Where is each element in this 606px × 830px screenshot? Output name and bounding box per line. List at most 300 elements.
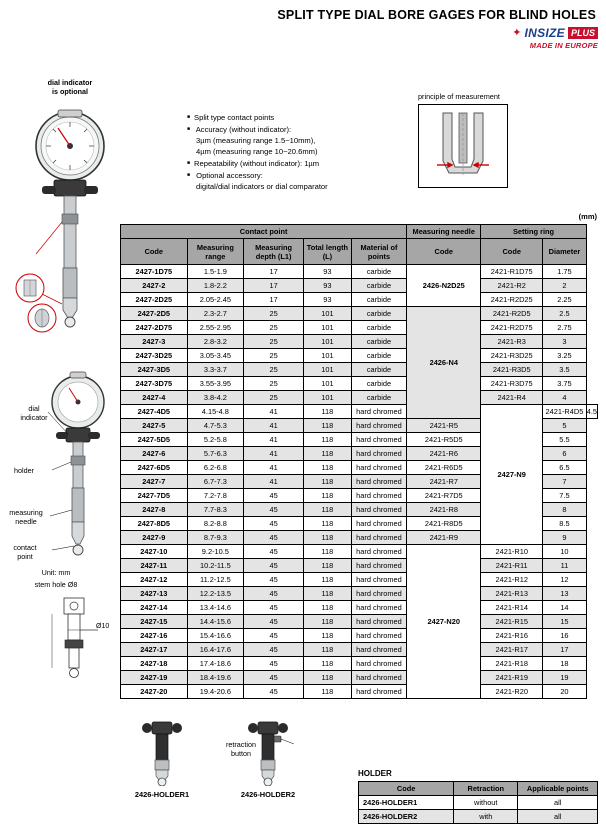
cell-applicable-points: all — [518, 796, 598, 810]
cell-code: 2427-14 — [121, 601, 188, 615]
cell-diameter: 16 — [543, 629, 587, 643]
cell-ring-code: 2421-R5D5 — [407, 433, 481, 447]
cell-total-length: 101 — [304, 307, 352, 321]
table-row — [121, 601, 598, 615]
cell-diameter: 18 — [543, 657, 587, 671]
cell-needle-code: 2427-N9 — [481, 405, 543, 545]
cell-needle-code: 2426-N4 — [407, 307, 481, 419]
cell-material: hard chromed — [351, 405, 406, 419]
cell-measuring-range: 8.7-9.3 — [187, 531, 243, 545]
cell-total-length: 118 — [304, 643, 352, 657]
cell-total-length: 118 — [304, 419, 352, 433]
cell-material: hard chromed — [351, 629, 406, 643]
cell-material: hard chromed — [351, 461, 406, 475]
cell-measuring-range: 3.8-4.2 — [187, 391, 243, 405]
cell-diameter: 3 — [543, 335, 587, 349]
cell-measuring-range: 18.4-19.6 — [187, 671, 243, 685]
cell-total-length: 118 — [304, 629, 352, 643]
cell-total-length: 118 — [304, 685, 352, 699]
table-row — [121, 391, 598, 405]
cell-material: hard chromed — [351, 433, 406, 447]
cell-code: 2427-2D25 — [121, 293, 188, 307]
cell-measuring-range: 4.15-4.8 — [187, 405, 243, 419]
table-row — [121, 587, 598, 601]
cell-measuring-depth: 17 — [244, 293, 304, 307]
cell-diameter: 10 — [543, 545, 587, 559]
cell-code: 2427-8 — [121, 503, 188, 517]
cell-measuring-depth: 45 — [244, 657, 304, 671]
cell-code: 2427-5D5 — [121, 433, 188, 447]
col-header-diameter: Diameter — [543, 239, 587, 265]
cell-ring-code: 2421-R16 — [481, 629, 543, 643]
cell-material: hard chromed — [351, 657, 406, 671]
cell-material: hard chromed — [351, 671, 406, 685]
cell-total-length: 101 — [304, 363, 352, 377]
cell-material: carbide — [351, 293, 406, 307]
cell-measuring-depth: 45 — [244, 643, 304, 657]
cell-total-length: 93 — [304, 279, 352, 293]
cell-code: 2427-6 — [121, 447, 188, 461]
specification-table — [120, 224, 598, 699]
cell-measuring-range: 2.05-2.45 — [187, 293, 243, 307]
cell-measuring-range: 10.2-11.5 — [187, 559, 243, 573]
cell-diameter: 2.25 — [543, 293, 587, 307]
holder-table — [358, 781, 598, 824]
table-row — [121, 279, 598, 293]
page-title: SPLIT TYPE DIAL BORE GAGES FOR BLIND HOLES — [277, 8, 596, 22]
cell-code: 2427-5 — [121, 419, 188, 433]
cell-measuring-depth: 45 — [244, 601, 304, 615]
cell-code: 2427-12 — [121, 573, 188, 587]
cell-measuring-depth: 41 — [244, 461, 304, 475]
feature-accuracy: Accuracy (without indicator): — [195, 125, 292, 134]
table-row — [121, 629, 598, 643]
list-item — [196, 124, 400, 157]
cell-total-length: 118 — [304, 461, 352, 475]
cell-ring-code: 2421-R4 — [481, 391, 543, 405]
cell-diameter: 15 — [543, 615, 587, 629]
cell-measuring-depth: 45 — [244, 573, 304, 587]
cell-ring-code: 2421-R1D75 — [481, 265, 543, 279]
cell-total-length: 93 — [304, 265, 352, 279]
col-header-code: Code — [121, 239, 188, 265]
cell-measuring-depth: 25 — [244, 335, 304, 349]
cell-code: 2427-2 — [121, 279, 188, 293]
cell-ring-code: 2421-R11 — [481, 559, 543, 573]
cell-material: hard chromed — [351, 419, 406, 433]
cell-measuring-range: 7.2-7.8 — [187, 489, 243, 503]
cell-diameter: 12 — [543, 573, 587, 587]
cell-code: 2427-9 — [121, 531, 188, 545]
cell-material: carbide — [351, 321, 406, 335]
cell-material: hard chromed — [351, 503, 406, 517]
cell-diameter: 8.5 — [543, 517, 587, 531]
col-header-needle-code: Code — [407, 239, 481, 265]
brand-tagline: MADE IN EUROPE — [529, 41, 598, 50]
cell-total-length: 118 — [304, 545, 352, 559]
cell-ring-code: 2421-R3D5 — [481, 363, 543, 377]
cell-material: carbide — [351, 335, 406, 349]
cell-ring-code: 2421-R7 — [407, 475, 481, 489]
cell-total-length: 118 — [304, 587, 352, 601]
cell-holder-code: 2426-HOLDER2 — [359, 810, 454, 824]
table-row — [121, 377, 598, 391]
cell-measuring-range: 13.4-14.6 — [187, 601, 243, 615]
cell-measuring-range: 11.2-12.5 — [187, 573, 243, 587]
cell-code: 2427-6D5 — [121, 461, 188, 475]
feature-accessory: Optional accessory: — [196, 171, 263, 180]
cell-ring-code: 2421-R2D75 — [481, 321, 543, 335]
cell-diameter: 7.5 — [543, 489, 587, 503]
cell-total-length: 118 — [304, 517, 352, 531]
cell-measuring-range: 16.4-17.6 — [187, 643, 243, 657]
cell-ring-code: 2421-R12 — [481, 573, 543, 587]
cell-diameter: 9 — [543, 531, 587, 545]
cell-measuring-range: 4.7-5.3 — [187, 419, 243, 433]
cell-code: 2427-7D5 — [121, 489, 188, 503]
cell-total-length: 118 — [304, 405, 352, 419]
cell-material: hard chromed — [351, 545, 406, 559]
cell-code: 2427-3D5 — [121, 363, 188, 377]
cell-ring-code: 2421-R18 — [481, 657, 543, 671]
table-row — [121, 335, 598, 349]
figure-dimension-drawing — [38, 594, 116, 680]
cell-measuring-depth: 45 — [244, 503, 304, 517]
table-row — [121, 349, 598, 363]
cell-code: 2427-2D75 — [121, 321, 188, 335]
cell-measuring-range: 1.5-1.9 — [187, 265, 243, 279]
cell-code: 2427-15 — [121, 615, 188, 629]
cell-applicable-points: all — [518, 810, 598, 824]
cell-code: 2427-19 — [121, 671, 188, 685]
cell-measuring-depth: 25 — [244, 377, 304, 391]
cell-total-length: 93 — [304, 293, 352, 307]
figure-detail-circles — [8, 272, 78, 334]
cell-ring-code: 2421-R2 — [481, 279, 543, 293]
label-holder: holder — [14, 466, 34, 475]
cell-measuring-range: 5.7-6.3 — [187, 447, 243, 461]
cell-material: hard chromed — [351, 643, 406, 657]
cell-ring-code: 2421-R10 — [481, 545, 543, 559]
col-header-material: Material of points — [351, 239, 406, 265]
group-header-setting-ring: Setting ring — [481, 225, 586, 239]
table-row — [121, 657, 598, 671]
cell-diameter: 4 — [543, 391, 587, 405]
cell-ring-code: 2421-R19 — [481, 671, 543, 685]
cell-total-length: 118 — [304, 601, 352, 615]
table-row — [121, 405, 598, 419]
cell-code: 2427-3 — [121, 335, 188, 349]
cell-measuring-depth: 45 — [244, 629, 304, 643]
cell-ring-code: 2421-R8D5 — [407, 517, 481, 531]
cell-ring-code: 2421-R2D25 — [481, 293, 543, 307]
cell-diameter: 5 — [543, 419, 587, 433]
cell-material: carbide — [351, 391, 406, 405]
feature-accuracy-l1: 3µm (measuring range 1.5~10mm), — [196, 136, 316, 145]
table-row — [121, 363, 598, 377]
cell-measuring-depth: 41 — [244, 447, 304, 461]
cell-code: 2427-8D5 — [121, 517, 188, 531]
cell-total-length: 101 — [304, 321, 352, 335]
cell-material: hard chromed — [351, 489, 406, 503]
figure-caption-holder1: 2426-HOLDER1 — [134, 790, 190, 799]
label-contact-point: contact point — [13, 543, 37, 561]
cell-measuring-depth: 45 — [244, 559, 304, 573]
cell-measuring-depth: 45 — [244, 517, 304, 531]
cell-measuring-depth: 45 — [244, 685, 304, 699]
cell-material: hard chromed — [351, 573, 406, 587]
table-row — [121, 671, 598, 685]
table-row — [121, 615, 598, 629]
holder-col-code: Code — [359, 782, 454, 796]
cell-material: carbide — [351, 307, 406, 321]
table-row — [121, 293, 598, 307]
cell-ring-code: 2421-R3D25 — [481, 349, 543, 363]
cell-diameter: 4.5 — [586, 405, 597, 419]
cell-measuring-range: 7.7-8.3 — [187, 503, 243, 517]
cell-material: hard chromed — [351, 559, 406, 573]
cell-ring-code: 2421-R20 — [481, 685, 543, 699]
cell-material: hard chromed — [351, 447, 406, 461]
label-stem-hole: stem hole Ø8 — [34, 580, 78, 589]
cell-measuring-depth: 25 — [244, 363, 304, 377]
cell-measuring-depth: 25 — [244, 321, 304, 335]
cell-retraction: with — [454, 810, 518, 824]
cell-diameter: 1.75 — [543, 265, 587, 279]
cell-total-length: 118 — [304, 475, 352, 489]
cell-code: 2427-16 — [121, 629, 188, 643]
cell-total-length: 101 — [304, 335, 352, 349]
cell-measuring-range: 3.3-3.7 — [187, 363, 243, 377]
cell-measuring-range: 19.4-20.6 — [187, 685, 243, 699]
cell-material: carbide — [351, 363, 406, 377]
cell-total-length: 118 — [304, 615, 352, 629]
cell-diameter: 20 — [543, 685, 587, 699]
figure-caption-holder2: 2426-HOLDER2 — [240, 790, 296, 799]
cell-ring-code: 2421-R6D5 — [407, 461, 481, 475]
list-item: ■ Repeatability (without indicator): 1µm — [196, 158, 400, 169]
col-header-measuring-range: Measuring range — [187, 239, 243, 265]
cell-total-length: 118 — [304, 657, 352, 671]
cell-diameter: 2.5 — [543, 307, 587, 321]
cell-ring-code: 2421-R2D5 — [481, 307, 543, 321]
table-row — [121, 545, 598, 559]
cell-diameter: 13 — [543, 587, 587, 601]
table-row — [121, 573, 598, 587]
cell-diameter: 14 — [543, 601, 587, 615]
col-header-measuring-depth: Measuring depth (L1) — [244, 239, 304, 265]
cell-ring-code: 2421-R17 — [481, 643, 543, 657]
cell-material: hard chromed — [351, 531, 406, 545]
cell-total-length: 118 — [304, 447, 352, 461]
table-row — [121, 685, 598, 699]
cell-measuring-depth: 45 — [244, 587, 304, 601]
cell-diameter: 7 — [543, 475, 587, 489]
cell-measuring-depth: 41 — [244, 475, 304, 489]
label-unit-mm: Unit: mm — [41, 568, 71, 577]
cell-total-length: 118 — [304, 489, 352, 503]
svg-text:Ø10: Ø10 — [96, 623, 110, 630]
cell-ring-code: 2421-R13 — [481, 587, 543, 601]
cell-measuring-range: 6.2-6.8 — [187, 461, 243, 475]
cell-diameter: 5.5 — [543, 433, 587, 447]
table-row — [121, 321, 598, 335]
cell-measuring-depth: 41 — [244, 405, 304, 419]
cell-diameter: 6.5 — [543, 461, 587, 475]
cell-needle-code: 2426-N2D25 — [407, 265, 481, 307]
brand-badge: PLUS — [568, 27, 598, 39]
cell-measuring-range: 3.55-3.95 — [187, 377, 243, 391]
cell-diameter: 3.25 — [543, 349, 587, 363]
cell-ring-code: 2421-R9 — [407, 531, 481, 545]
star-icon: ✦ — [512, 26, 522, 39]
cell-measuring-depth: 45 — [244, 671, 304, 685]
label-dial-indicator: dial indicator — [20, 404, 48, 422]
cell-measuring-depth: 41 — [244, 433, 304, 447]
cell-total-length: 101 — [304, 377, 352, 391]
cell-measuring-depth: 45 — [244, 615, 304, 629]
cell-total-length: 101 — [304, 349, 352, 363]
cell-measuring-depth: 41 — [244, 419, 304, 433]
feature-accessory-l1: digital/dial indicators or dial comparator — [196, 182, 328, 191]
table-row — [121, 265, 598, 279]
cell-measuring-depth: 17 — [244, 265, 304, 279]
cell-code: 2427-10 — [121, 545, 188, 559]
cell-ring-code: 2421-R14 — [481, 601, 543, 615]
figure-gage-with-holder — [40, 370, 118, 570]
cell-material: carbide — [351, 377, 406, 391]
cell-material: hard chromed — [351, 517, 406, 531]
cell-material: hard chromed — [351, 601, 406, 615]
cell-ring-code: 2421-R5 — [407, 419, 481, 433]
cell-ring-code: 2421-R15 — [481, 615, 543, 629]
cell-measuring-range: 12.2-13.5 — [187, 587, 243, 601]
cell-material: hard chromed — [351, 475, 406, 489]
table-row — [121, 559, 598, 573]
cell-total-length: 118 — [304, 559, 352, 573]
cell-ring-code: 2421-R3 — [481, 335, 543, 349]
holder-table-row — [359, 810, 598, 824]
holder-col-applicable: Applicable points — [518, 782, 598, 796]
cell-measuring-range: 2.8-3.2 — [187, 335, 243, 349]
cell-diameter: 17 — [543, 643, 587, 657]
cell-total-length: 118 — [304, 433, 352, 447]
cell-needle-code: 2427-N20 — [407, 545, 481, 699]
cell-code: 2427-4D5 — [121, 405, 188, 419]
cell-total-length: 101 — [304, 391, 352, 405]
cell-measuring-range: 3.05-3.45 — [187, 349, 243, 363]
principle-diagram-icon — [419, 105, 507, 187]
col-header-ring-code: Code — [481, 239, 543, 265]
cell-measuring-depth: 45 — [244, 531, 304, 545]
brand-logo — [512, 26, 598, 50]
cell-measuring-range: 8.2-8.8 — [187, 517, 243, 531]
cell-measuring-range: 14.4-15.6 — [187, 615, 243, 629]
cell-measuring-range: 15.4-16.6 — [187, 629, 243, 643]
cell-diameter: 6 — [543, 447, 587, 461]
list-item — [196, 170, 400, 192]
feature-accuracy-l2: 4µm (measuring range 10~20.6mm) — [196, 147, 318, 156]
figure-holder1 — [132, 718, 192, 786]
cell-code: 2427-3D25 — [121, 349, 188, 363]
cell-retraction: without — [454, 796, 518, 810]
cell-material: hard chromed — [351, 685, 406, 699]
cell-measuring-range: 9.2-10.5 — [187, 545, 243, 559]
principle-figure — [418, 104, 508, 188]
cell-measuring-range: 1.8-2.2 — [187, 279, 243, 293]
cell-code: 2427-4 — [121, 391, 188, 405]
cell-measuring-depth: 45 — [244, 489, 304, 503]
cell-code: 2427-20 — [121, 685, 188, 699]
units-note: (mm) — [578, 212, 597, 221]
cell-ring-code: 2421-R8 — [407, 503, 481, 517]
cell-diameter: 3.75 — [543, 377, 587, 391]
cell-holder-code: 2426-HOLDER1 — [359, 796, 454, 810]
cell-code: 2427-18 — [121, 657, 188, 671]
cell-code: 2427-2D5 — [121, 307, 188, 321]
cell-measuring-depth: 45 — [244, 545, 304, 559]
cell-total-length: 118 — [304, 503, 352, 517]
cell-measuring-range: 5.2-5.8 — [187, 433, 243, 447]
cell-total-length: 118 — [304, 671, 352, 685]
cell-code: 2427-1D75 — [121, 265, 188, 279]
cell-diameter: 19 — [543, 671, 587, 685]
cell-measuring-depth: 25 — [244, 349, 304, 363]
cell-total-length: 118 — [304, 531, 352, 545]
label-retraction-button: retraction button — [226, 740, 256, 758]
cell-diameter: 2 — [543, 279, 587, 293]
cell-code: 2427-3D75 — [121, 377, 188, 391]
cell-code: 2427-11 — [121, 559, 188, 573]
holder-table-title: HOLDER — [358, 769, 392, 778]
cell-diameter: 3.5 — [543, 363, 587, 377]
holder-col-retraction: Retraction — [454, 782, 518, 796]
cell-measuring-depth: 25 — [244, 307, 304, 321]
label-dial-indicator-optional: dial indicator is optional — [47, 78, 93, 96]
list-item: ■ Split type contact points — [196, 112, 400, 123]
cell-total-length: 118 — [304, 573, 352, 587]
cell-ring-code: 2421-R7D5 — [407, 489, 481, 503]
feature-list — [185, 112, 400, 193]
group-header-contact-point: Contact point — [121, 225, 407, 239]
cell-ring-code: 2421-R4D5 — [543, 405, 587, 419]
cell-code: 2427-13 — [121, 587, 188, 601]
cell-measuring-range: 2.55-2.95 — [187, 321, 243, 335]
group-header-measuring-needle: Measuring needle — [407, 225, 481, 239]
cell-measuring-depth: 25 — [244, 391, 304, 405]
cell-material: carbide — [351, 279, 406, 293]
cell-ring-code: 2421-R3D75 — [481, 377, 543, 391]
table-row — [121, 643, 598, 657]
cell-measuring-range: 2.3-2.7 — [187, 307, 243, 321]
cell-code: 2427-17 — [121, 643, 188, 657]
label-measuring-needle: measuring needle — [9, 508, 43, 526]
cell-measuring-range: 17.4-18.6 — [187, 657, 243, 671]
cell-ring-code: 2421-R6 — [407, 447, 481, 461]
table-row — [121, 307, 598, 321]
cell-diameter: 2.75 — [543, 321, 587, 335]
brand-name: INSIZE — [524, 26, 565, 40]
cell-material: carbide — [351, 265, 406, 279]
cell-material: hard chromed — [351, 615, 406, 629]
cell-measuring-range: 6.7-7.3 — [187, 475, 243, 489]
cell-material: hard chromed — [351, 587, 406, 601]
cell-diameter: 8 — [543, 503, 587, 517]
cell-code: 2427-7 — [121, 475, 188, 489]
col-header-total-length: Total length (L) — [304, 239, 352, 265]
cell-measuring-depth: 17 — [244, 279, 304, 293]
holder-table-row — [359, 796, 598, 810]
